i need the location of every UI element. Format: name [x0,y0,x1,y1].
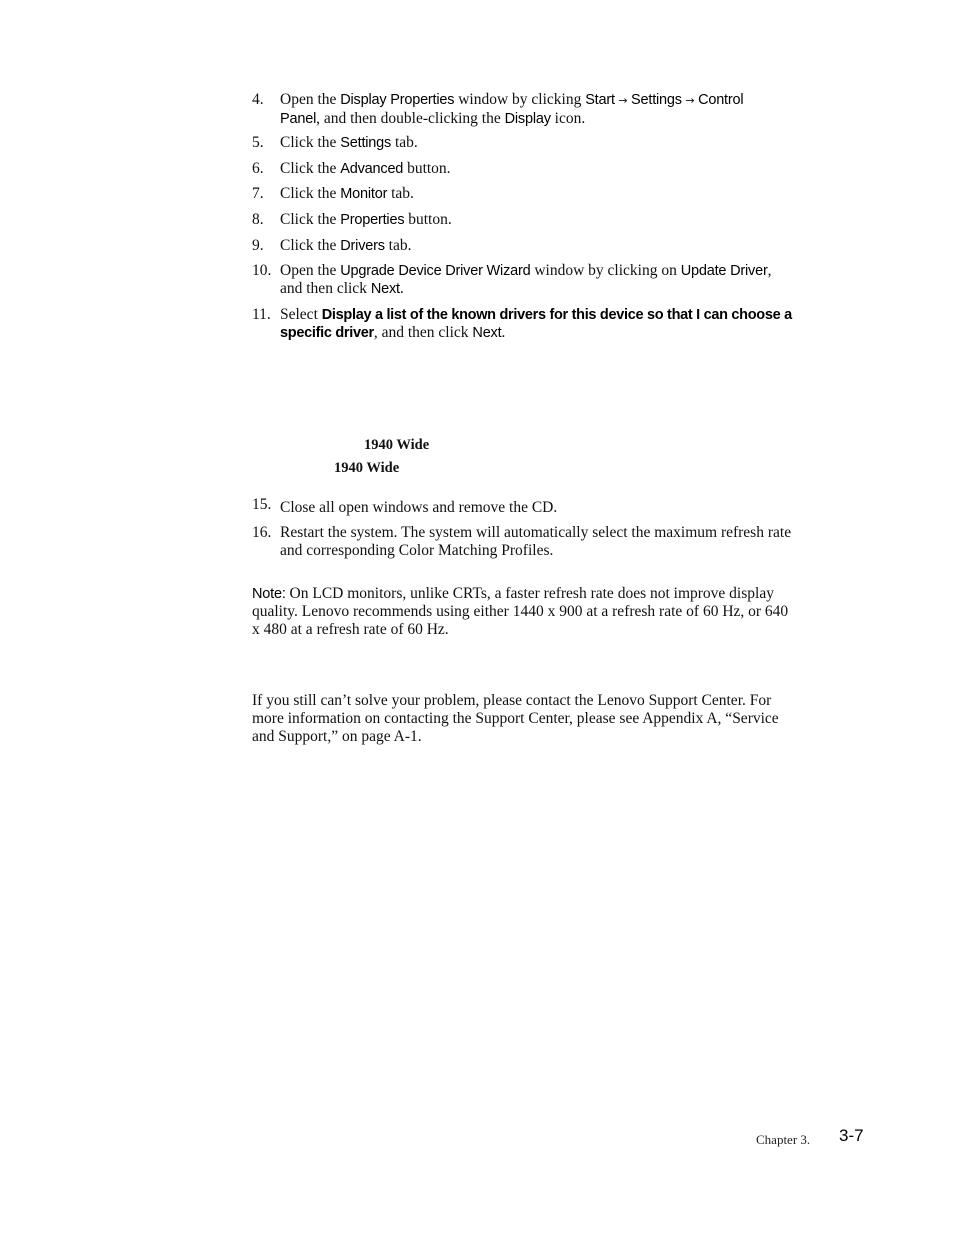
step-6: 6. Click the Advanced button. [252,160,451,177]
step-7: 7. Click the Monitor tab. [252,185,414,202]
ui-term: Settings [340,135,392,151]
step-8: 8. Click the Properties button. [252,211,452,228]
ui-term: specific driver [280,325,374,341]
step-number: 4. [252,91,264,108]
ui-term: Display Properties [340,92,455,108]
step-number: 7. [252,185,264,202]
ui-term: Properties [340,212,405,228]
model-label: 1940 Wide [364,437,430,453]
ui-term: Upgrade Device Driver Wizard [340,263,531,279]
step-number: 16. [252,524,272,541]
step-9: 9. Click the Drivers tab. [252,237,412,254]
ui-term: Update Driver [680,263,768,279]
step-number: 9. [252,237,264,254]
step-number: 11. [252,306,271,323]
page-number: 3-7 [839,1126,864,1145]
ui-term: Next [472,325,502,341]
ui-term: Advanced [340,161,404,177]
support-paragraph: If you still can’t solve your problem, please contact the Lenovo Support Center. For more information on contacting the Support Center, please see Appendix A, “Service and Support,” on page A-1. [252,692,779,745]
model-label: 1940 Wide [334,460,400,476]
ui-term: Drivers [340,238,385,254]
ui-term: Control [698,92,744,108]
step-number: 8. [252,211,264,228]
ui-term: Monitor [340,186,388,202]
ui-term: Settings [631,92,682,108]
note-paragraph: Note: On LCD monitors, unlike CRTs, a faster refresh rate does not improve display quality. Lenovo recommends using either 1440 x 900 at a refresh rate of 60 Hz, or 640 x 480 at a refresh rate of 60 Hz. [252,585,789,638]
step-5: 5. Click the Settings tab. [252,134,418,151]
step-15: 15. Close all open windows and remove the CD. [252,496,558,516]
ui-term: Next [370,281,400,297]
ui-term: Start [585,92,615,108]
step-4: 4. Open the Display Properties window by clicking Start → Settings → Control Panel, and then double-clicking the Display icon. [252,91,744,127]
note-label: Note: [252,586,286,602]
ui-term: Panel [280,111,317,127]
step-10: 10. Open the Upgrade Device Driver Wizard window by clicking on Update Driver, and then click Next. [252,262,772,297]
step-16: 16. Restart the system. The system will automatically select the maximum refresh rate and corresponding Color Matching Profiles. [252,524,792,559]
ui-term: Display a list of the known drivers for this device so that I can choose a [321,307,792,323]
step-number: 6. [252,160,264,177]
arrow-right-icon: → [681,94,699,107]
footer-chapter: Chapter 3. [756,1132,811,1147]
ui-term: Display [504,111,551,127]
step-number: 5. [252,134,264,151]
arrow-right-icon: → [614,94,632,107]
step-number: 15. [252,496,272,513]
step-11: 11. Select Display a list of the known drivers for this device so that I can choose a specific driver, and then click Next. [252,306,792,341]
step-number: 10. [252,262,272,279]
